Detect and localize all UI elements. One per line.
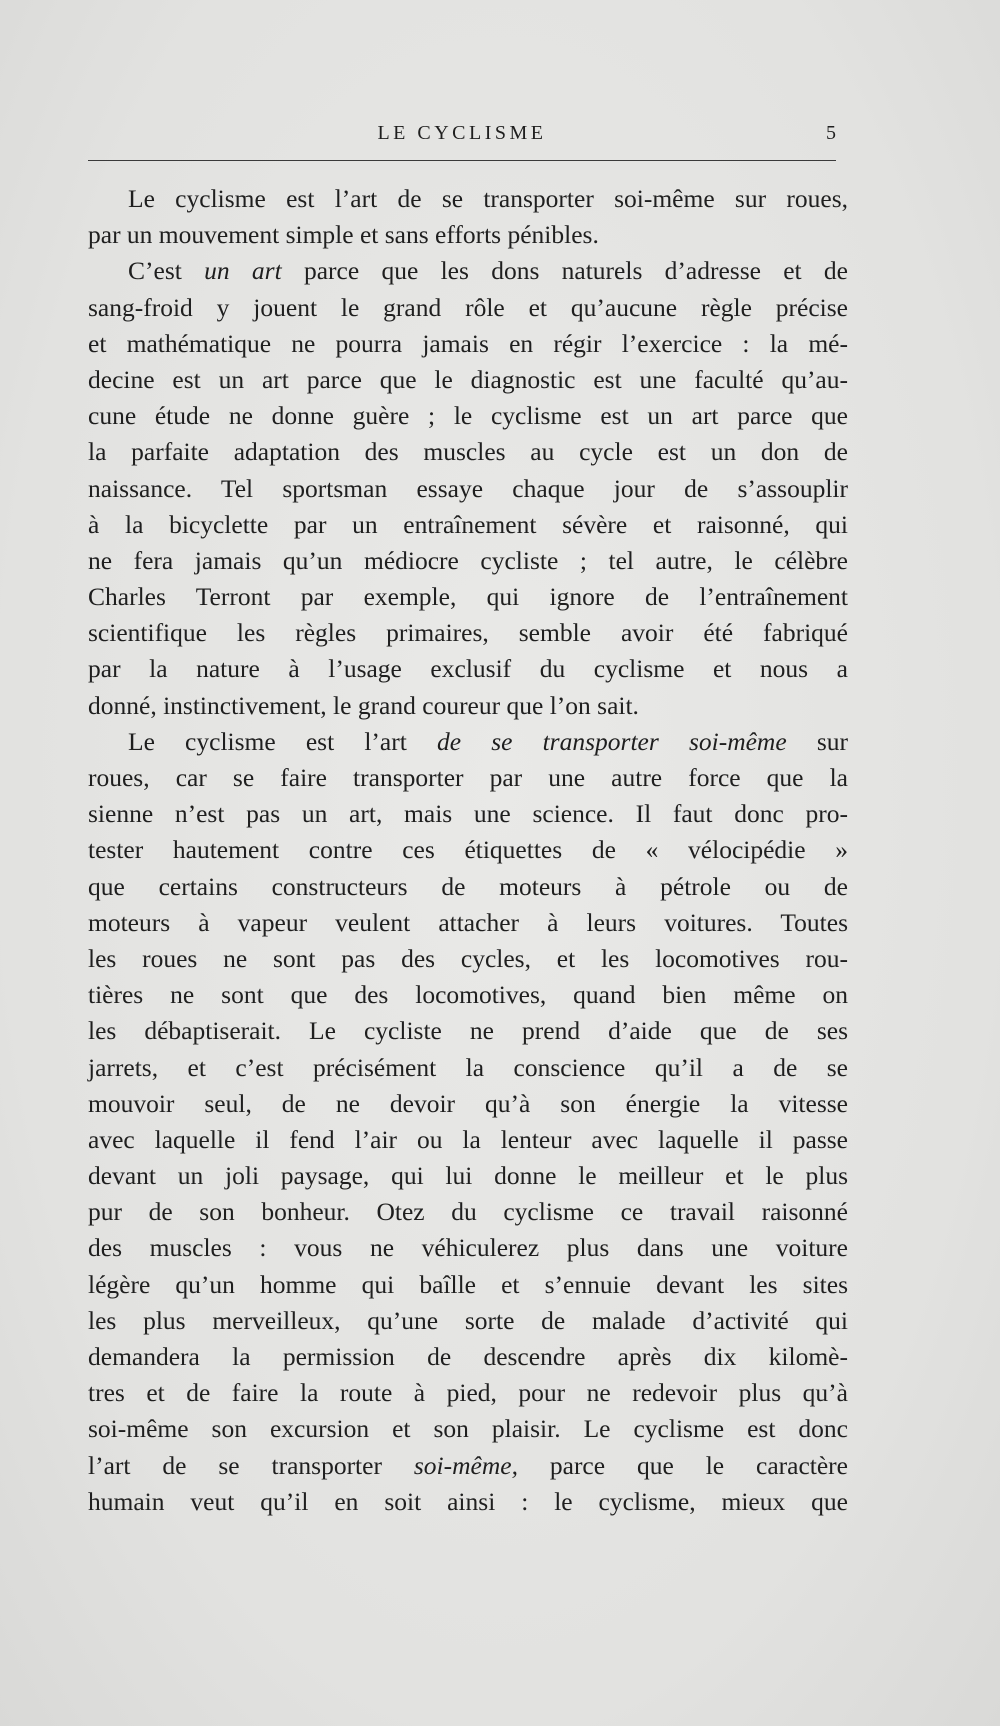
- running-head: [88, 120, 836, 160]
- text-line: que certains constructeurs de moteurs à pétrole ou de: [88, 871, 848, 901]
- text-line: Le cyclisme est l’art de se transporter soi-même sur roues,: [128, 184, 848, 213]
- text-line: sang-froid y jouent le grand rôle et qu’aucune règle précise: [88, 292, 848, 322]
- text-line: des muscles : vous ne véhiculerez plus dans une voiture: [88, 1233, 848, 1263]
- text-line: moteurs à vapeur veulent attacher à leurs voitures. Toutes: [88, 907, 848, 937]
- text-line: l’art de se transporter soi-même, parce que le caractère: [88, 1450, 848, 1480]
- text-line: par un mouvement simple et sans efforts pénibles.: [88, 220, 599, 250]
- text-line: tres et de faire la route à pied, pour ne redevoir plus qu’à: [88, 1378, 848, 1408]
- text-line: humain veut qu’il en soit ainsi : le cyclisme, mieux que: [88, 1486, 848, 1516]
- text-line: C’est un art parce que les dons naturels d’adresse et de: [128, 256, 849, 286]
- text-line: la parfaite adaptation des muscles au cycle est un don de: [88, 437, 848, 467]
- text-line: Le cyclisme est l’art de se transporter soi-même sur: [128, 726, 848, 756]
- text-line: cune étude ne donne guère ; le cyclisme est un art parce que: [88, 401, 848, 431]
- text-line: Charles Terront par exemple, qui ignore de l’entraînement: [88, 582, 848, 612]
- text-line: pur de son bonheur. Otez du cyclisme ce travail raisonné: [88, 1197, 848, 1227]
- text-line: mouvoir seul, de ne devoir qu’à son énergie la vitesse: [88, 1088, 848, 1118]
- text-line: scientifique les règles primaires, semble avoir été fabriqué: [88, 618, 848, 648]
- text-line: à la bicyclette par un entraînement sévère et raisonné, qui: [88, 509, 848, 539]
- text-line: soi-même son excursion et son plaisir. Le cyclisme est donc: [88, 1414, 848, 1444]
- running-head-title: LE CYCLISME: [377, 122, 547, 144]
- text-line: légère qu’un homme qui baîlle et s’ennuie devant les sites: [88, 1269, 848, 1299]
- text-line: devant un joli paysage, qui lui donne le meilleur et le plus: [88, 1161, 848, 1191]
- emphasis: de se transporter soi-même: [436, 726, 787, 756]
- text-line: decine est un art parce que le diagnostic est une faculté qu’au-: [88, 364, 848, 394]
- text-line: ne fera jamais qu’un médiocre cycliste ; tel autre, le célèbre: [88, 545, 848, 575]
- text-line: naissance. Tel sportsman essaye chaque jour de s’assouplir: [88, 473, 848, 503]
- page-number: 5: [826, 122, 836, 144]
- text-line: tières ne sont que des locomotives, quand bien même on: [88, 980, 848, 1010]
- text-line: par la nature à l’usage exclusif du cyclisme et nous a: [88, 654, 848, 684]
- text-line: sienne n’est pas un art, mais une science. Il faut donc pro-: [88, 799, 848, 829]
- text-line: les débaptiserait. Le cycliste ne prend d’aide que de ses: [88, 1016, 848, 1046]
- text-line: les plus merveilleux, qu’une sorte de malade d’activité qui: [88, 1305, 848, 1335]
- text-line: donné, instinctivement, le grand coureur que l’on sait.: [88, 690, 639, 720]
- text-line: et mathématique ne pourra jamais en régir l’exercice : la mé-: [88, 328, 848, 358]
- header-rule: [88, 160, 836, 161]
- text-line: avec laquelle il fend l’air ou la lenteur avec laquelle il passe: [88, 1124, 848, 1154]
- text-line: jarrets, et c’est précisément la conscience qu’il a de se: [88, 1052, 848, 1082]
- text-line: les roues ne sont pas des cycles, et les locomotives rou-: [88, 943, 848, 973]
- text-line: roues, car se faire transporter par une autre force que la: [88, 763, 848, 792]
- text-line: demandera la permission de descendre après dix kilomè-: [88, 1342, 848, 1371]
- text-line: tester hautement contre ces étiquettes de « vélocipédie »: [88, 835, 848, 865]
- emphasis: soi-même,: [413, 1450, 518, 1480]
- emphasis: un art: [204, 256, 282, 286]
- body-text: [88, 181, 848, 1520]
